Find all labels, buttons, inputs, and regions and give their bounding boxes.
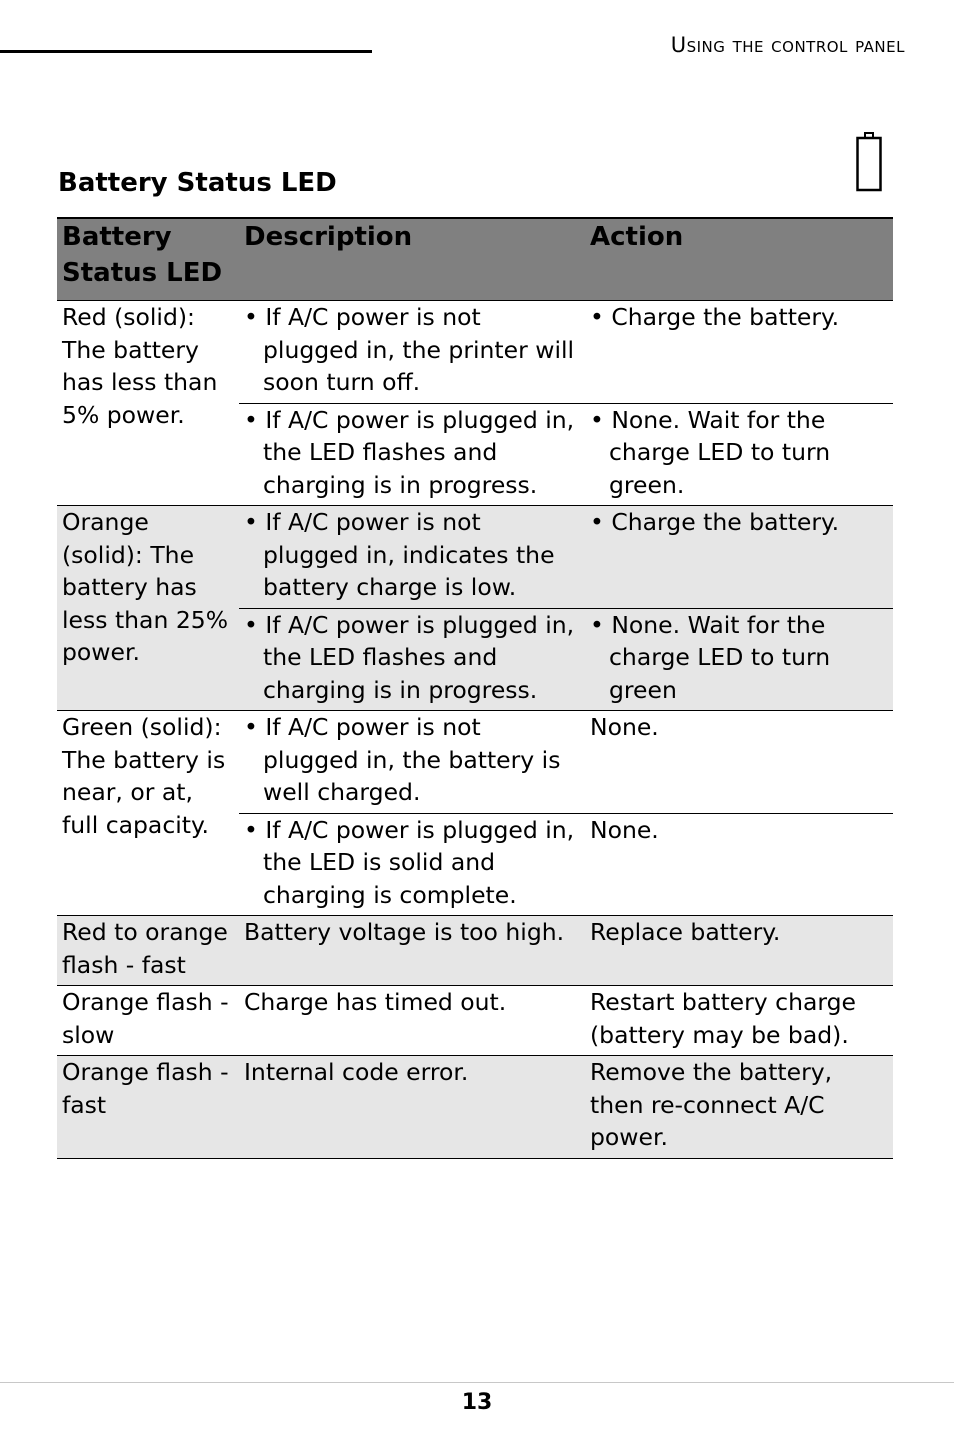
- column-header-description: Description: [239, 218, 585, 301]
- action-cell: [585, 916, 893, 986]
- description-text: • If A/C power is plugged in, the LED is solid and charging is complete.: [244, 815, 575, 909]
- led-state-cell: Orange flash - slow: [57, 986, 239, 1056]
- description-text: Internal code error.: [244, 1058, 469, 1086]
- led-state-cell: Orange flash - fast: [57, 1056, 239, 1159]
- description-text: Charge has timed out.: [244, 988, 507, 1016]
- description-text: • If A/C power is not plugged in, the printer will soon turn off.: [244, 303, 575, 396]
- description-cell: [239, 711, 585, 814]
- table-row: [57, 1056, 893, 1159]
- description-cell: [239, 403, 585, 506]
- description-text: • If A/C power is plugged in, the LED flashes and charging is in progress.: [244, 405, 575, 499]
- action-cell: [585, 711, 893, 814]
- description-text: Battery voltage is too high.: [244, 918, 565, 946]
- column-header-action: Action: [585, 218, 893, 301]
- led-state-cell: Red to orange flash - fast: [57, 916, 239, 986]
- description-cell: [239, 506, 585, 609]
- led-state-cell: Green (solid): The battery is near, or at, full capacity.: [57, 711, 239, 916]
- action-cell: [585, 301, 893, 404]
- table-row: [57, 711, 893, 814]
- description-cell: [239, 986, 585, 1056]
- action-cell: [585, 506, 893, 609]
- description-cell: [239, 1056, 585, 1159]
- description-cell: [239, 301, 585, 404]
- description-cell: [239, 608, 585, 711]
- action-cell: [585, 986, 893, 1056]
- action-text: None.: [590, 815, 659, 844]
- description-cell: [239, 813, 585, 916]
- table-header-row: [57, 218, 893, 301]
- action-text: • None. Wait for the charge LED to turn green.: [590, 405, 831, 499]
- header-rule: [0, 50, 372, 53]
- page-number: 13: [461, 1390, 493, 1415]
- led-state-cell: Orange (solid): The battery has less than 25% power.: [57, 506, 239, 711]
- battery-icon: [856, 132, 882, 192]
- description-text: • If A/C power is plugged in, the LED flashes and charging is in progress.: [244, 610, 575, 704]
- description-text: • If A/C power is not plugged in, indicates the battery charge is low.: [244, 508, 555, 601]
- battery-status-table: [57, 217, 893, 1159]
- action-cell: [585, 608, 893, 711]
- action-text: • Charge the battery.: [590, 508, 840, 536]
- column-header-led: Battery Status LED: [57, 218, 239, 301]
- action-text: • None. Wait for the charge LED to turn green: [590, 610, 831, 704]
- description-text: • If A/C power is not plugged in, the battery is well charged.: [244, 713, 561, 806]
- table-row: [57, 506, 893, 609]
- action-text: • Charge the battery.: [590, 303, 840, 331]
- table-row: [57, 916, 893, 986]
- action-text: Replace battery.: [590, 918, 781, 946]
- led-state-cell: Red (solid): The battery has less than 5% power.: [57, 301, 239, 506]
- table-row: [57, 986, 893, 1056]
- action-text: None.: [590, 713, 659, 741]
- table-row: [57, 301, 893, 404]
- action-cell: [585, 403, 893, 506]
- description-cell: [239, 916, 585, 986]
- footer-rule: [0, 1382, 954, 1383]
- action-text: Restart battery charge (battery may be bad).: [590, 988, 857, 1049]
- action-text: Remove the battery, then re-connect A/C power.: [590, 1058, 833, 1151]
- action-cell: [585, 1056, 893, 1159]
- running-title: Using the control panel: [670, 33, 905, 57]
- table-body: [57, 301, 893, 1159]
- section-title: Battery Status LED: [58, 168, 337, 198]
- action-cell: [585, 813, 893, 916]
